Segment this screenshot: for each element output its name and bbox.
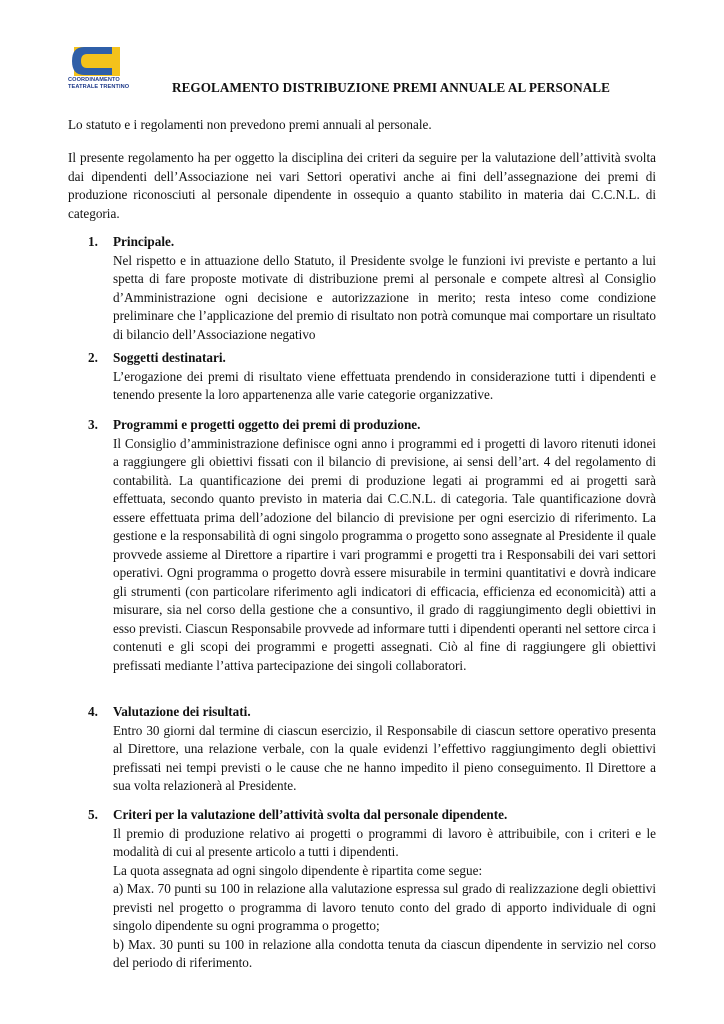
section-number: 4. (88, 704, 98, 719)
section-number: 3. (88, 417, 98, 432)
logo-text-line2: TEATRALE TRENTINO (68, 84, 130, 90)
intro-paragraph-1: Lo statuto e i regolamenti non prevedono premi annuali al personale. (68, 117, 432, 132)
section-number: 5. (88, 807, 98, 822)
section-title: Programmi e progetti oggetto dei premi di produzione. (113, 417, 421, 432)
logo-text-line1: COORDINAMENTO (68, 77, 120, 83)
document-title: REGOLAMENTO DISTRIBUZIONE PREMI ANNUALE AL PERSONALE (172, 80, 610, 95)
section-body: L’erogazione dei premi di risultato viene effettuata prendendo in considerazione tutti i dipendenti e tenendo presente la loro appartenenza alle varie categorie organizzative. (113, 368, 656, 402)
coordinamento-teatrale-trentino-logo (68, 44, 130, 102)
section-title: Valutazione dei risultati. (113, 704, 251, 719)
section-body: Nel rispetto e in attuazione dello Statuto, il Presidente svolge le funzioni ivi previste e pertanto a lui spetta di fare proposte motivate di distribuzione premi al personale e compete altresì al Consiglio d’Amministrazione ogni decisione e autorizzazione in merito; resta inteso come condizione preliminare che l’applicazione del premio di risultato non potrà comunque mai comportare un risultato di bilancio dell’Associazione negativo (113, 252, 656, 342)
section-title: Principale. (113, 234, 175, 249)
section-body: Entro 30 giorni dal termine di ciascun esercizio, il Responsabile di ciascun settore operativo presenta al Direttore, una relazione verbale, con la quale evidenzi l’effettivo raggiungimento degli obiettivi prefissati nei tempi previsti o le cause che ne hanno impedito il pieno conseguimento. Il Direttore a sua volta relazionerà al Presidente. (113, 722, 656, 793)
criteria-paragraph: La quota assegnata ad ogni singolo dipendente è ripartita come segue: (113, 862, 483, 878)
section-title: Criteri per la valutazione dell’attività svolta dal personale dipendente. (113, 807, 508, 822)
criteria-item-b: b) Max. 30 punti su 100 in relazione alla condotta tenuta da ciascun dipendente in servizio nel corso del periodo di riferimento. (113, 936, 656, 970)
logo-mark-icon (68, 44, 130, 78)
section-body: Il Consiglio d’amministrazione definisce ogni anno i programmi ed i progetti di lavoro ritenuti idonei a raggiungere gli obiettivi fissati con il bilancio di previsione, ai sensi dell’art. 4 del regolamento di contabilità. La quantificazione dei premi di produzione legati ai programmi ed ai progetti sarà effettuata, secondo quanto previsto in materia dai C.C.N.L. di categoria. Tale quantificazione dovrà essere effettuata prima dell’adozione del bilancio di previsione per ogni esercizio di riferimento. La gestione e la responsabilità di ogni singolo programma o progetto sono assegnate al Presidente il quale provvede assieme al Direttore a ripartire i vari programmi e progetti tra i Responsabili dei vari settori operativi. Ogni programma o progetto dovrà essere misurabile in termini quantitativi e dovrà indicare gli strumenti (con particolare riferimento agli indicatori di efficacia, efficienza ed economicità) atti a misurare, sia nel corso della gestione che a consuntivo, il grado di raggiungimento degli obiettivi in esso previsti. Ciascun Responsabile provvede ad informare tutti i dipendenti operanti nel settore circa i contenuti e gli scopi dei programmi e progetti assegnati. Ciò al fine di raggiungere gli obiettivi prefissati mediante l’attiva partecipazione dei singoli collaboratori. (113, 435, 656, 673)
criteria-paragraph: Il premio di produzione relativo ai progetti o programmi di lavoro è attribuibile, con i criteri e le modalità di cui al presente articolo a tutti i dipendenti. (113, 825, 656, 859)
criteria-item-a: a) Max. 70 punti su 100 in relazione alla valutazione espressa sul grado di realizzazione degli obiettivi previsti nel progetto o programma di lavoro tenuto conto del grado di apporto individuale di ogni singolo dipendente su ogni programma o progetto; (113, 881, 656, 933)
section-number: 2. (88, 350, 98, 365)
intro-paragraph-2: Il presente regolamento ha per oggetto la disciplina dei criteri da seguire per la valutazione dell’attività svolta dai dipendenti dell’Associazione nei vari Settori operativi anche ai fini dell’assegnazione dei premi di produzione riconosciuti al personale dipendente in ossequio a quanto stabilito in materia dai C.C.N.L. di categoria. (68, 150, 656, 221)
section-body (113, 825, 656, 973)
section-title: Soggetti destinatari. (113, 350, 226, 365)
section-number: 1. (88, 234, 98, 249)
